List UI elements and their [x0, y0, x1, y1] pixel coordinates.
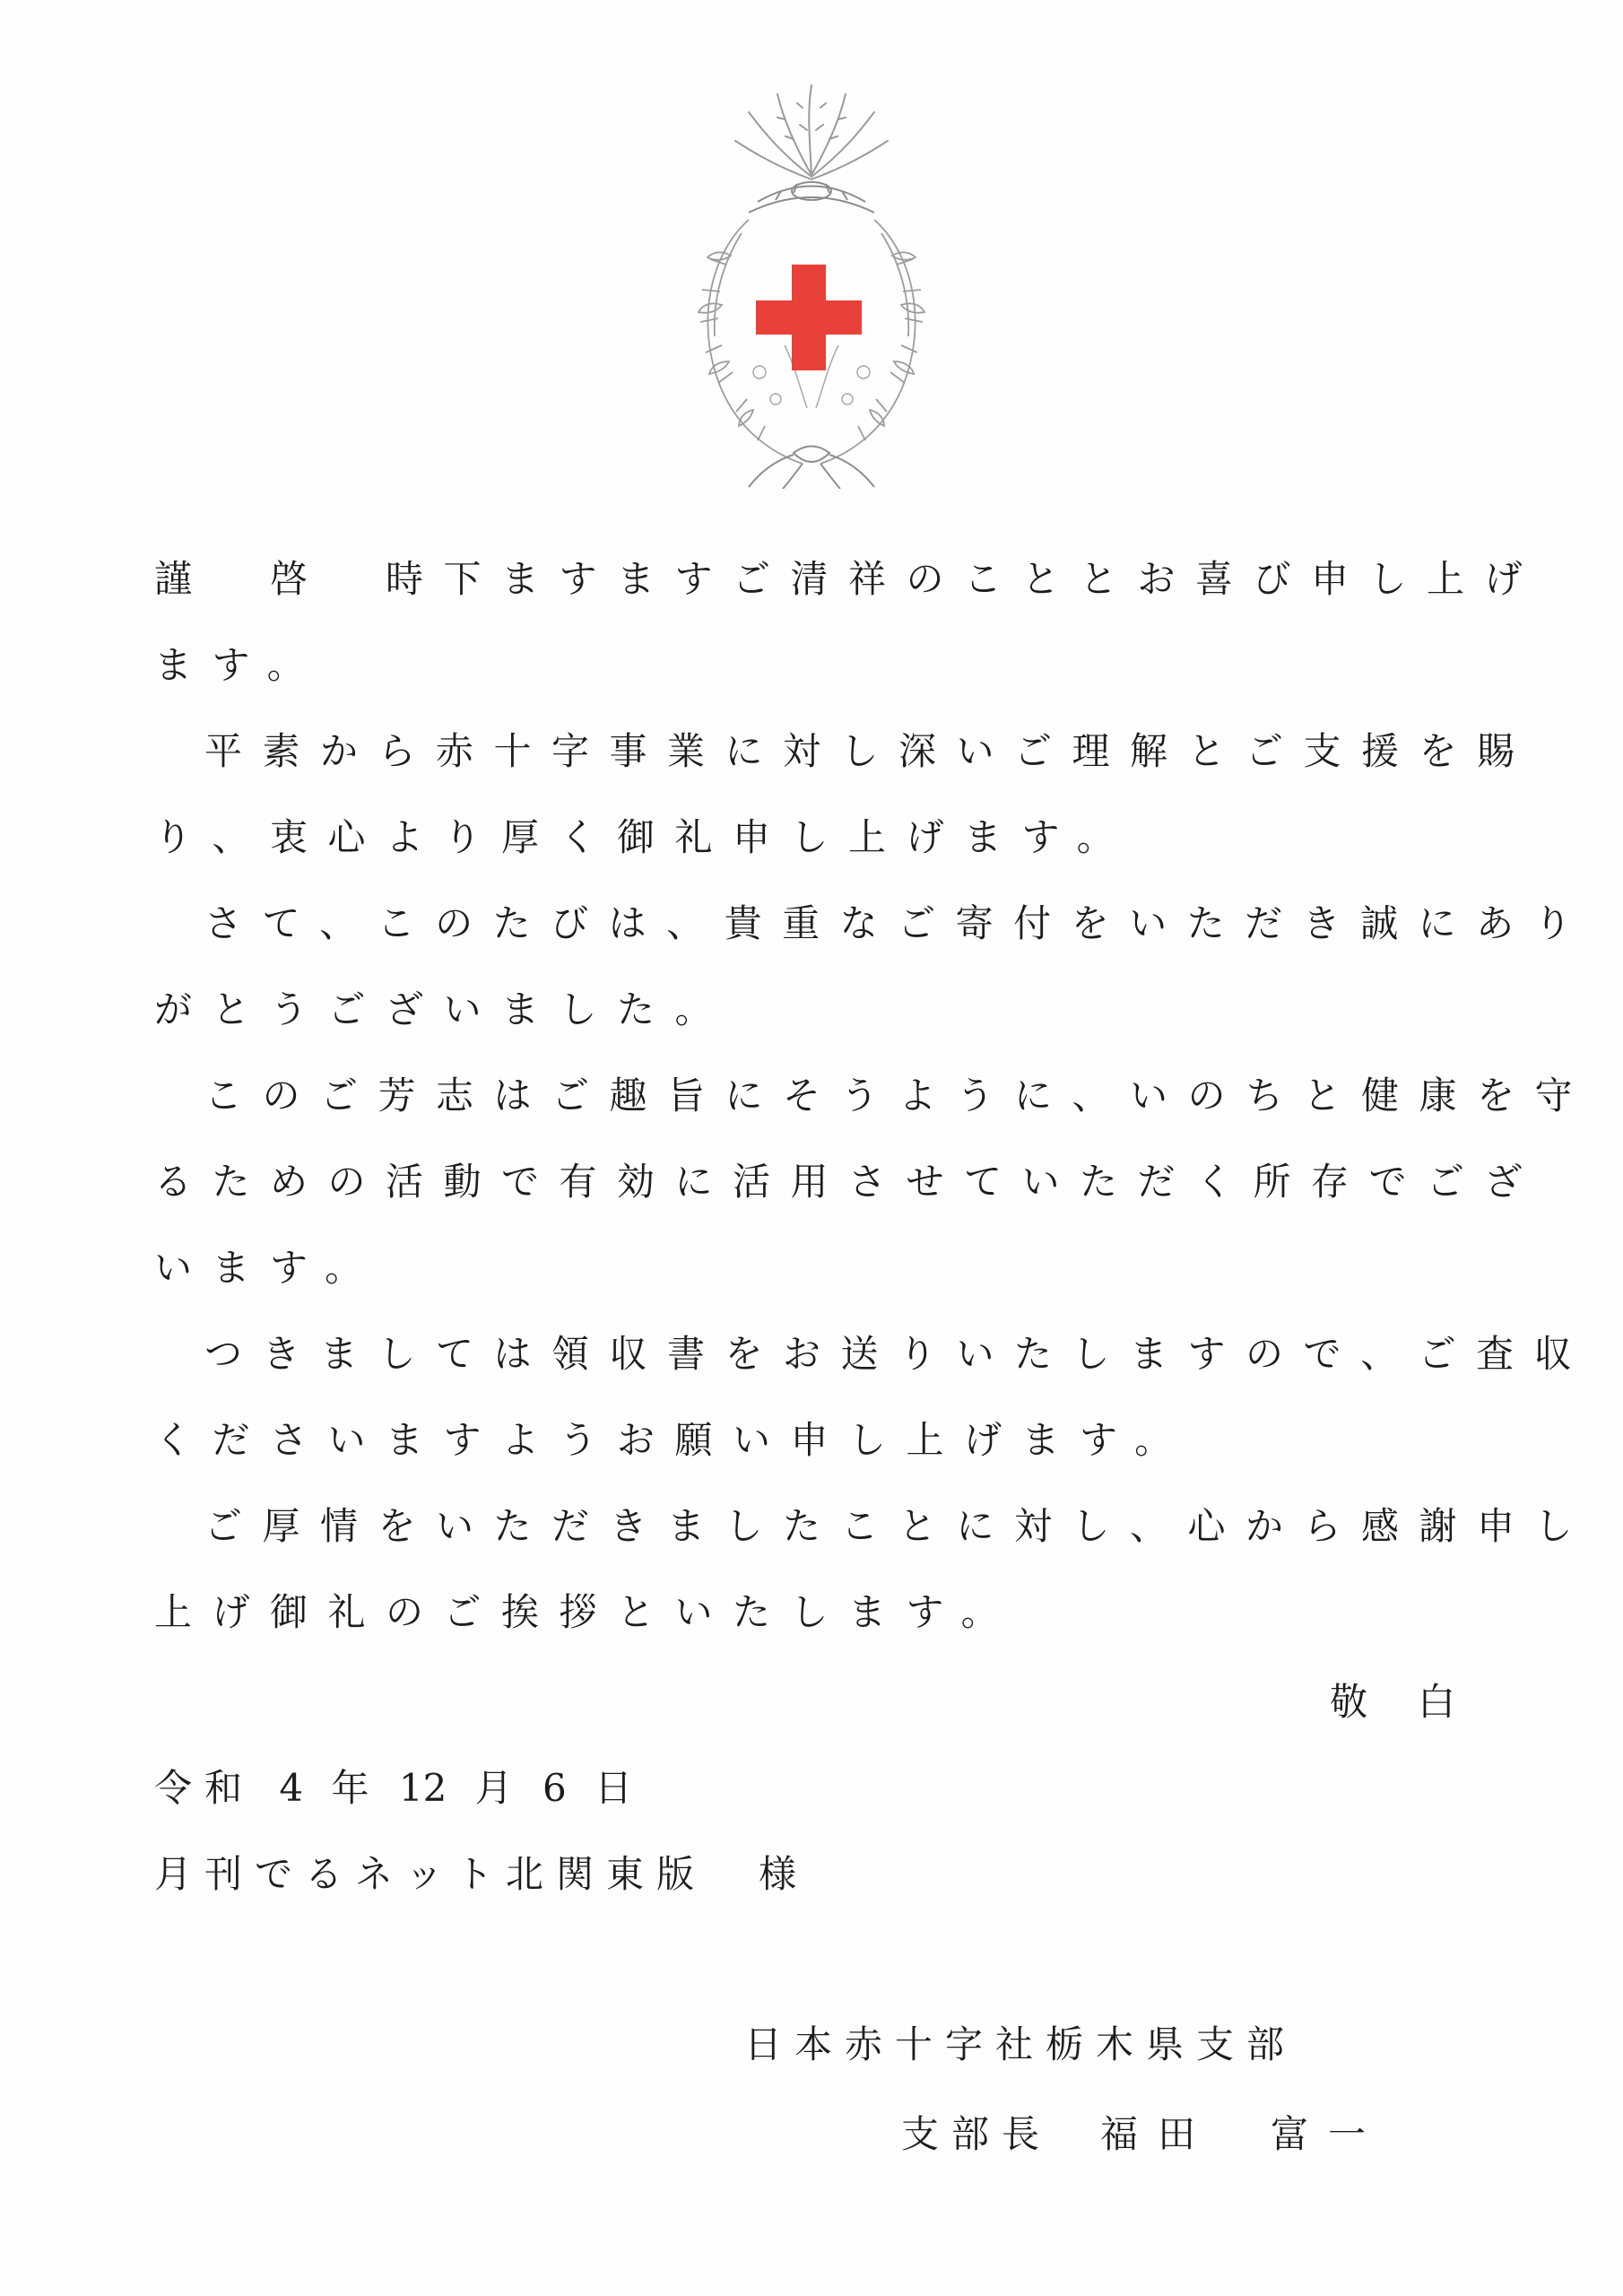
body-line: ます。: [154, 643, 325, 687]
date-era: 令和: [154, 1766, 256, 1810]
date-month-unit: 月: [474, 1766, 513, 1810]
date-year-unit: 年: [331, 1766, 369, 1810]
recipient-honorific: 様: [759, 1852, 797, 1896]
date-month: 12: [398, 1766, 447, 1810]
body-line: います。: [154, 1246, 383, 1290]
date-day: 6: [542, 1766, 567, 1810]
body-line: さて、このたびは、貴重なご寄付をいただき誠にあり: [204, 901, 1593, 945]
body-line: このご芳志はご趣旨にそうように、いのちと健康を守: [204, 1074, 1593, 1118]
body-line: つきましては領収書をお送りいたしますので、ご査収: [204, 1332, 1593, 1376]
red-cross-icon: [756, 265, 862, 370]
recipient-name: 月刊でるネット北関東版: [154, 1852, 707, 1896]
closing-salutation: 敬白: [1330, 1680, 1506, 1724]
recipient: [154, 1839, 796, 1910]
letter-date: [154, 1752, 632, 1824]
body-line: 上げ御礼のご挨拶といたします。: [154, 1590, 1020, 1634]
body-line: り、衷心より厚く御礼申し上げます。: [154, 815, 1135, 859]
red-cross-emblem-icon: [659, 76, 964, 489]
body-line: ご厚情をいただきましたことに対し、心から感謝申し: [204, 1504, 1593, 1548]
sender-given-name: 富一: [1271, 2112, 1386, 2156]
sender-title: 支部長: [901, 2112, 1053, 2156]
sender-organization: 日本赤十字社栃木県支部: [744, 2022, 1298, 2066]
date-day-unit: 日: [595, 1766, 633, 1810]
sender-signature-line: [901, 2099, 1385, 2170]
date-year: 4: [279, 1766, 304, 1810]
body-line: がとうございました。: [154, 987, 733, 1031]
body-line: るための活動で有効に活用させていただく所存でござ: [154, 1160, 1543, 1204]
body-line: 平素から赤十字事業に対し深いご理解とご支援を賜: [204, 729, 1535, 773]
body-line: 謹 啓 時下ますますご清祥のこととお喜び申し上げ: [154, 557, 1543, 601]
sender-surname: 福田: [1100, 2112, 1216, 2156]
body-line: くださいますようお願い申し上げます。: [154, 1418, 1193, 1462]
